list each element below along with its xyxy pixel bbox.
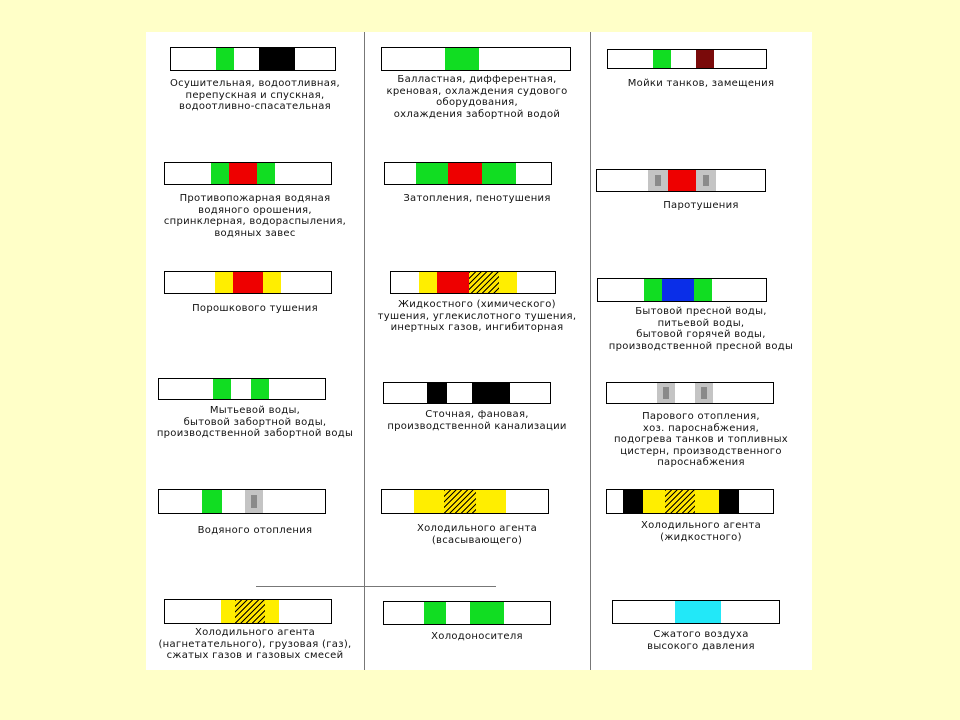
- cell-refrigerant-discharge: [146, 586, 364, 670]
- stripe-hatched: [469, 272, 499, 293]
- stripe-gray-ring: [696, 170, 716, 191]
- stripe-green: [416, 163, 448, 184]
- stripe-yellow: [643, 490, 665, 513]
- caption: Порошкового тушения: [192, 303, 318, 314]
- caption: Холодоносителя: [431, 631, 523, 642]
- cell-coolant: [364, 586, 590, 670]
- caption: Жидкостного (химического) тушения, углекислотного тушения, инертных газов, ингибиторная: [377, 299, 577, 334]
- pipe-color-code-sheet: [146, 32, 812, 670]
- stripe-yellow: [476, 490, 506, 513]
- stripe-yellow: [419, 272, 437, 293]
- caption: Паротушения: [663, 200, 739, 211]
- caption: Затопления, пенотушения: [403, 193, 551, 204]
- caption: Водяного отопления: [197, 525, 313, 536]
- caption: Холодильного агента (жидкостного): [640, 520, 762, 543]
- stripe-black: [259, 48, 295, 70]
- stripe-yellow: [695, 490, 719, 513]
- stripe-cyan: [675, 601, 721, 623]
- color-code-bar: [606, 382, 774, 404]
- stripe-yellow: [215, 272, 233, 293]
- stripe-green: [251, 379, 269, 399]
- caption: Сжатого воздуха высокого давления: [647, 629, 755, 652]
- stripe-black: [719, 490, 739, 513]
- color-code-bar: [383, 601, 551, 625]
- stripe-black: [472, 383, 510, 403]
- cell-steam-smothering: [590, 142, 812, 252]
- stripe-maroon: [696, 50, 714, 68]
- stripe-gray-ring: [648, 170, 668, 191]
- cell-sewage: [364, 362, 590, 476]
- color-code-bar: [612, 600, 780, 624]
- caption: Осушительная, водоотливная, перепускная и спускная, водоотливно-спасательная: [170, 78, 340, 113]
- stripe-gray-ring: [695, 383, 713, 403]
- color-code-bar: [158, 378, 326, 400]
- color-code-bar: [164, 162, 332, 185]
- stripe-red: [668, 170, 696, 191]
- stripe-yellow: [221, 600, 235, 623]
- cell-powder: [146, 252, 364, 362]
- stripe-red: [448, 163, 482, 184]
- cell-drainage: [146, 32, 364, 142]
- caption: Парового отопления, хоз. пароснабжения, подогрева танков и топливных цистерн, производственного пароснабжения: [613, 411, 789, 469]
- stripe-green: [211, 163, 229, 184]
- stripe-hatched: [665, 490, 695, 513]
- stripe-green: [257, 163, 275, 184]
- stripe-green: [644, 279, 662, 301]
- color-code-bar: [164, 599, 332, 624]
- color-code-bar: [170, 47, 336, 71]
- stripe-black: [427, 383, 447, 403]
- caption: Бытовой пресной воды, питьевой воды, бытовой горячей воды, производственной пресной воды: [608, 306, 794, 352]
- cell-water-heating: [146, 476, 364, 586]
- stripe-green: [694, 279, 712, 301]
- cell-flooding-foam: [364, 142, 590, 252]
- caption: Сточная, фановая, производственной канализации: [387, 409, 567, 432]
- caption: Холодильного агента (всасывающего): [416, 523, 538, 546]
- color-code-bar: [158, 489, 326, 514]
- stripe-green: [470, 602, 504, 624]
- cell-wash-water: [146, 362, 364, 476]
- stripe-yellow: [263, 272, 281, 293]
- stripe-red: [437, 272, 469, 293]
- stripe-green: [216, 48, 234, 70]
- color-code-bar: [381, 489, 549, 514]
- cell-steam-heating: [590, 362, 812, 476]
- caption: Противопожарная водяная водяного орошения, спринклерная, водораспыления, водяных завес: [163, 193, 347, 239]
- stripe-black: [623, 490, 643, 513]
- color-code-bar: [596, 169, 766, 192]
- stripe-gray-ring: [245, 490, 263, 513]
- caption: Балластная, дифферентная, креновая, охлаждения судового оборудования, охлаждения забортной водой: [386, 74, 568, 120]
- cell-refrigerant-suction: [364, 476, 590, 586]
- stripe-green: [482, 163, 516, 184]
- cell-fresh-water: [590, 252, 812, 362]
- stripe-hatched: [444, 490, 476, 513]
- color-code-bar: [606, 489, 774, 514]
- stripe-gray-ring: [657, 383, 675, 403]
- color-code-bar: [164, 271, 332, 294]
- cell-refrigerant-liquid: [590, 476, 812, 586]
- color-code-bar: [390, 271, 556, 294]
- stripe-yellow: [499, 272, 517, 293]
- cell-liquid-chemical: [364, 252, 590, 362]
- color-code-bar: [381, 47, 571, 71]
- color-code-bar: [384, 162, 552, 185]
- cell-ballast: [364, 32, 590, 142]
- stripe-hatched: [235, 600, 265, 623]
- stripe-yellow: [414, 490, 444, 513]
- cell-compressed-air: [590, 586, 812, 670]
- caption: Холодильного агента (нагнетательного), грузовая (газ), сжатых газов и газовых смесей: [158, 627, 352, 662]
- color-code-bar: [607, 49, 767, 69]
- stripe-green: [202, 490, 222, 513]
- stripe-green: [213, 379, 231, 399]
- stripe-yellow: [265, 600, 279, 623]
- stripe-green: [445, 48, 479, 70]
- stripe-green: [653, 50, 671, 68]
- cell-tank-washing: [590, 32, 812, 142]
- stripe-blue: [662, 279, 694, 301]
- stripe-red: [229, 163, 257, 184]
- color-code-bar: [597, 278, 767, 302]
- stripe-green: [424, 602, 446, 624]
- caption: Мытьевой воды, бытовой забортной воды, производственной забортной воды: [156, 405, 354, 440]
- stripe-red: [233, 272, 263, 293]
- color-code-bar: [383, 382, 551, 404]
- cell-fire-water: [146, 142, 364, 252]
- caption: Мойки танков, замещения: [627, 78, 775, 89]
